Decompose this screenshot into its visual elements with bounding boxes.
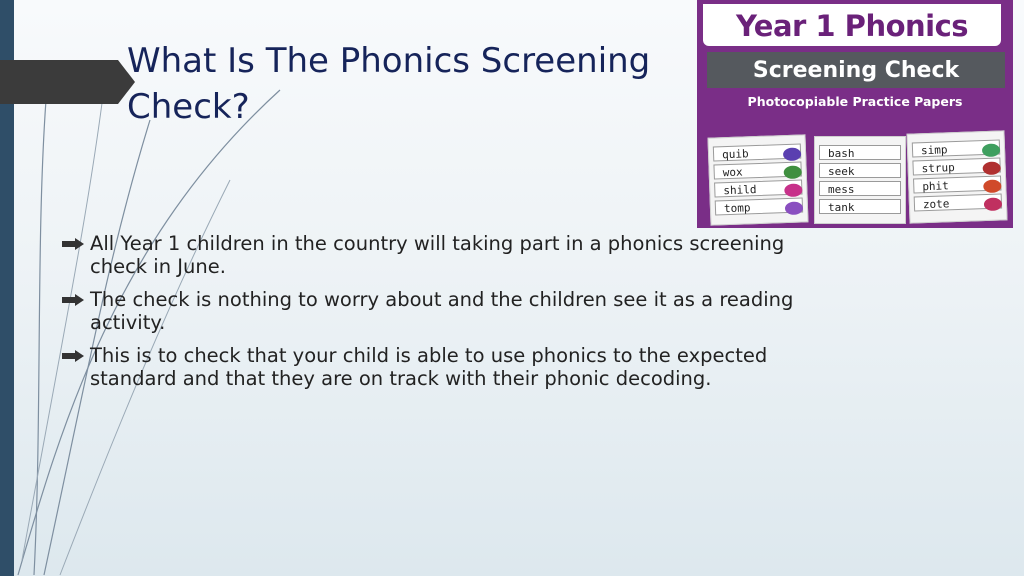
arrow-bullet-icon — [62, 294, 84, 306]
practice-card — [707, 134, 808, 225]
book-cover-image — [697, 0, 1013, 228]
cover-title-line2: Screening Check — [707, 52, 1005, 88]
practice-card — [814, 136, 906, 224]
practice-word: wox — [713, 161, 801, 179]
bullet-list — [62, 232, 802, 400]
practice-word: mess — [819, 181, 901, 196]
monster-icon — [784, 183, 802, 197]
practice-word: strup — [912, 157, 1000, 175]
monster-icon — [785, 201, 803, 215]
monster-icon — [983, 179, 1001, 193]
bullet-text: The check is nothing to worry about and the children see it as a reading activity. — [90, 288, 794, 334]
title-arrow-shape — [0, 60, 135, 104]
practice-word: zote — [914, 193, 1002, 211]
slide-title: What Is The Phonics Screening Check? — [127, 41, 651, 127]
bullet-text: This is to check that your child is able to use phonics to the expected standard and that they are on track with their phonic decoding. — [90, 344, 768, 390]
practice-word: bash — [819, 145, 901, 160]
practice-word: shild — [714, 179, 802, 197]
monster-icon — [982, 143, 1000, 157]
monster-icon — [982, 161, 1000, 175]
monster-icon — [783, 147, 801, 161]
cover-title-line1: Year 1 Phonics — [703, 4, 1001, 46]
bullet-item — [62, 232, 802, 278]
cover-subtitle: Photocopiable Practice Papers — [747, 94, 963, 109]
practice-word: tomp — [715, 197, 803, 215]
practice-word: quib — [713, 143, 801, 161]
arrow-bullet-icon — [62, 350, 84, 362]
arrow-bullet-icon — [62, 238, 84, 250]
practice-word: phit — [913, 175, 1001, 193]
practice-word: simp — [912, 139, 1000, 157]
practice-card — [906, 130, 1007, 223]
bullet-text: All Year 1 children in the country will taking part in a phonics screening check in June. — [90, 232, 785, 278]
monster-icon — [784, 165, 802, 179]
monster-icon — [984, 197, 1002, 211]
bullet-item — [62, 344, 802, 390]
practice-word: tank — [819, 199, 901, 214]
bullet-item — [62, 288, 802, 334]
practice-word: seek — [819, 163, 901, 178]
